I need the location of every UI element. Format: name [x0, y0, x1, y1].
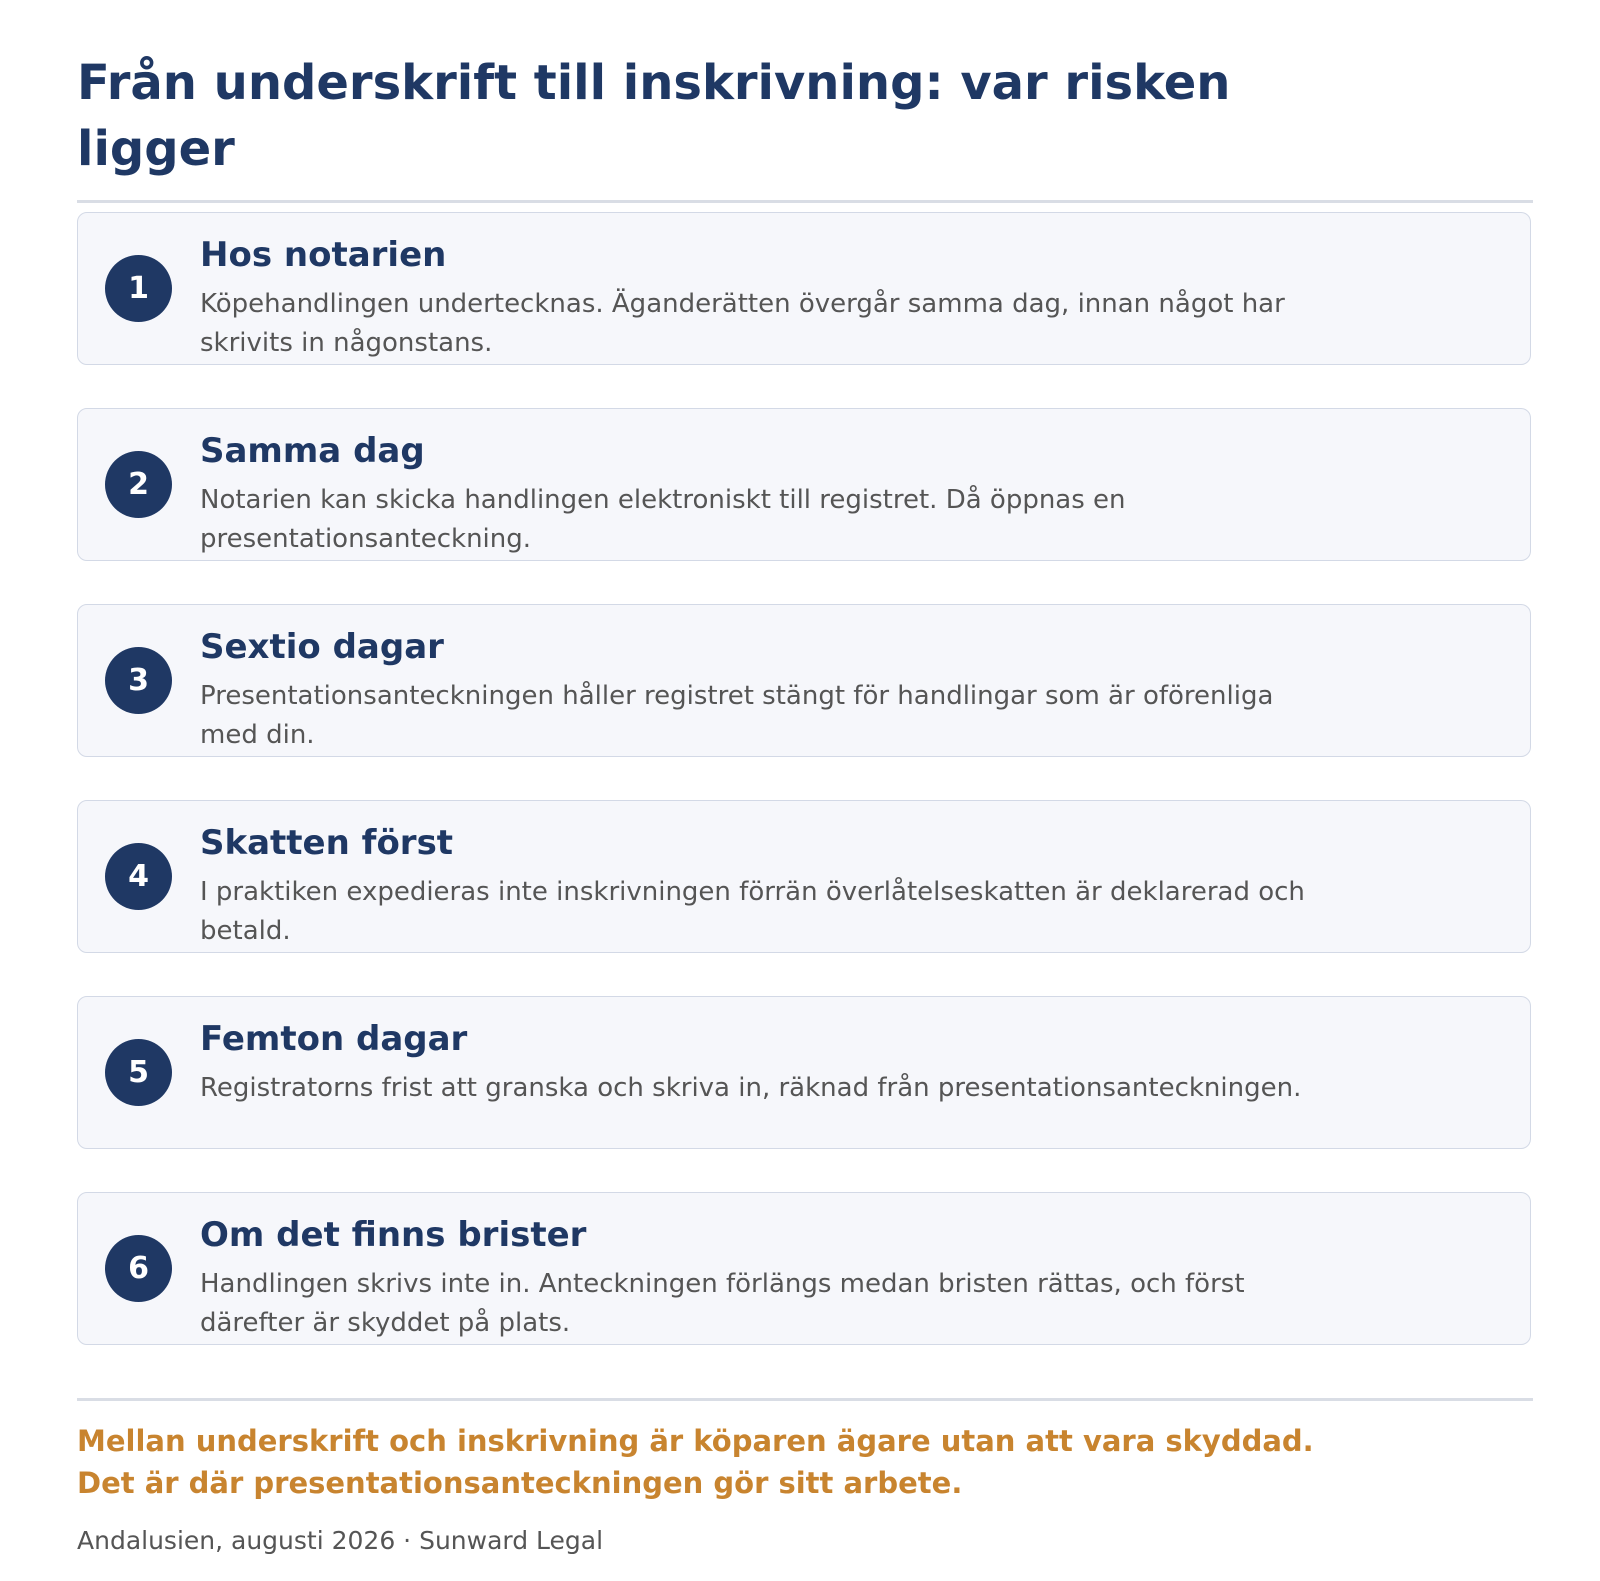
step-number-badge: 1 [105, 255, 172, 322]
step-number-badge: 3 [105, 647, 172, 714]
step-heading: Femton dagar [200, 1019, 468, 1059]
step-number-badge: 2 [105, 451, 172, 518]
step-heading: Om det finns brister [200, 1215, 587, 1255]
step-card [77, 996, 1531, 1149]
step-description: I praktiken expedieras inte inskrivningen förrän överlåtelseskatten är deklarerad och betald. [200, 877, 1305, 946]
bottom-divider [77, 1398, 1533, 1401]
step-heading: Samma dag [200, 431, 425, 471]
page-title: Från underskrift till inskrivning: var risken ligger [77, 55, 1231, 177]
footer-credit: Andalusien, augusti 2026 · Sunward Legal [77, 1526, 604, 1555]
step-description: Registratorns frist att granska och skriva in, räknad från presentationsanteckningen. [200, 1073, 1302, 1103]
step-card [77, 1192, 1531, 1345]
conclusion-callout: Mellan underskrift och inskrivning är köparen ägare utan att vara skyddad. Det är där presentationsanteckningen gör sitt arbete. [77, 1424, 1314, 1500]
step-card [77, 408, 1531, 561]
step-card [77, 212, 1531, 365]
step-card [77, 800, 1531, 953]
step-heading: Skatten först [200, 823, 454, 863]
step-description: Köpehandlingen undertecknas. Äganderätten övergår samma dag, innan något har skrivits in någonstans. [200, 289, 1285, 358]
step-description: Presentationsanteckningen håller registret stängt för handlingar som är oförenliga med din. [200, 681, 1274, 750]
step-number-badge: 6 [105, 1235, 172, 1302]
step-description: Notarien kan skicka handlingen elektroniskt till registret. Då öppnas en presentationsanteckning. [200, 485, 1126, 554]
step-description: Handlingen skrivs inte in. Anteckningen förlängs medan bristen rättas, och först därefter är skyddet på plats. [200, 1269, 1245, 1338]
step-number-badge: 4 [105, 843, 172, 910]
step-heading: Hos notarien [200, 235, 447, 275]
step-number-badge: 5 [105, 1039, 172, 1106]
step-heading: Sextio dagar [200, 627, 444, 667]
step-card [77, 604, 1531, 757]
top-divider [77, 200, 1533, 203]
